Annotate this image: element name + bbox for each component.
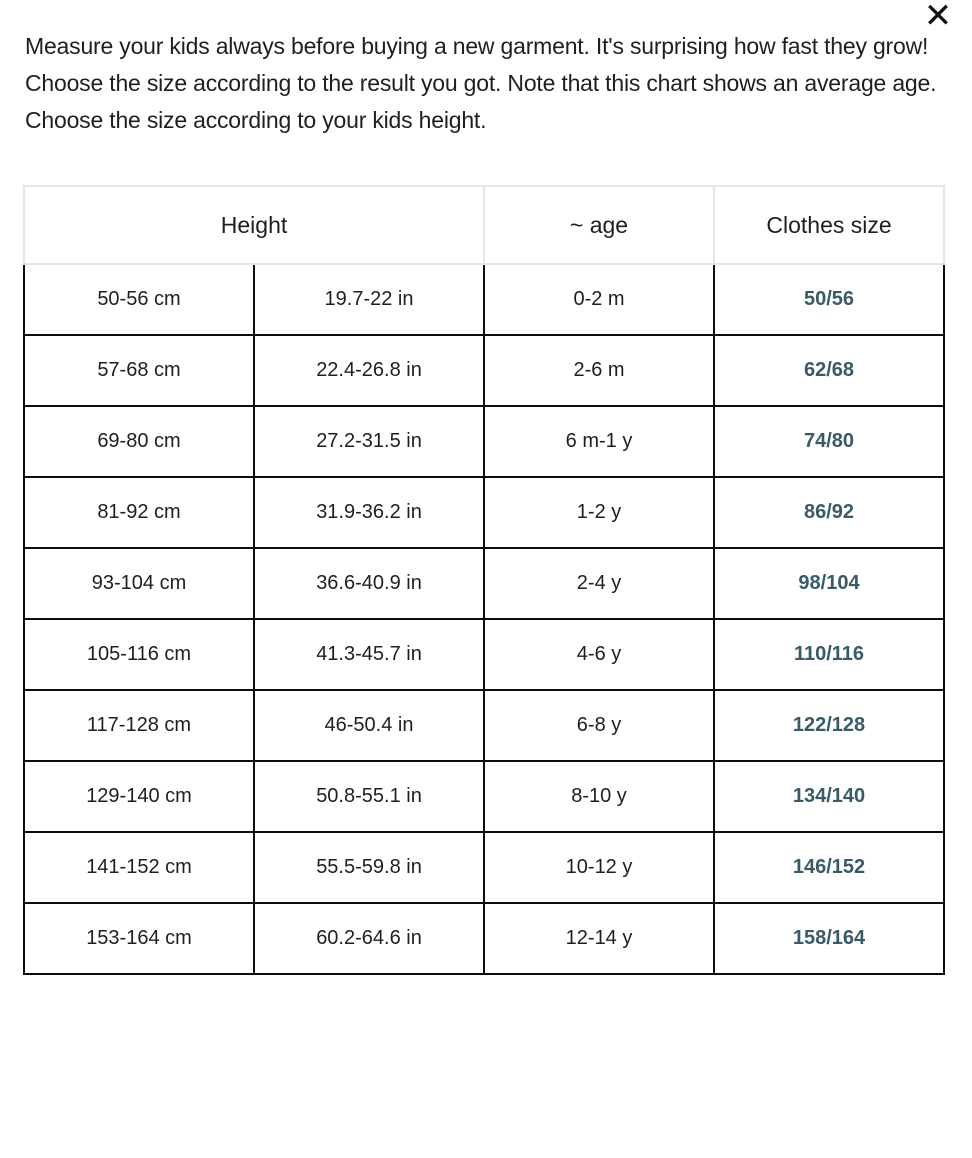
intro-text: Measure your kids always before buying a new garment. It's surprising how fast they grow! Choose the size according to the result you got. Note that this chart shows an average age. Choose the size according to your kids height. (25, 33, 937, 133)
table-row (24, 690, 944, 761)
height-inch-cell: 31.9-36.2 in (254, 477, 484, 548)
table-row (24, 477, 944, 548)
height-inch-cell: 46-50.4 in (254, 690, 484, 761)
age-cell: 0-2 m (484, 264, 714, 335)
age-cell: 6 m-1 y (484, 406, 714, 477)
table-row (24, 761, 944, 832)
close-icon[interactable]: ✕ (923, 0, 953, 35)
table-row (24, 264, 944, 335)
height-inch-cell: 60.2-64.6 in (254, 903, 484, 974)
age-cell: 2-4 y (484, 548, 714, 619)
header-clothes-size: Clothes size (714, 186, 944, 264)
clothes-size-cell: 122/128 (714, 690, 944, 761)
age-cell: 4-6 y (484, 619, 714, 690)
clothes-size-cell: 50/56 (714, 264, 944, 335)
height-cm-cell: 81-92 cm (24, 477, 254, 548)
height-cm-cell: 69-80 cm (24, 406, 254, 477)
table-row (24, 406, 944, 477)
height-inch-cell: 27.2-31.5 in (254, 406, 484, 477)
table-row (24, 903, 944, 974)
table-row (24, 335, 944, 406)
size-chart-header-row (24, 186, 944, 264)
clothes-size-cell: 86/92 (714, 477, 944, 548)
age-cell: 12-14 y (484, 903, 714, 974)
table-row (24, 832, 944, 903)
clothes-size-cell: 134/140 (714, 761, 944, 832)
age-cell: 10-12 y (484, 832, 714, 903)
header-height: Height (24, 186, 484, 264)
height-cm-cell: 141-152 cm (24, 832, 254, 903)
clothes-size-cell: 146/152 (714, 832, 944, 903)
header-age: ~ age (484, 186, 714, 264)
clothes-size-cell: 74/80 (714, 406, 944, 477)
table-row (24, 619, 944, 690)
height-inch-cell: 55.5-59.8 in (254, 832, 484, 903)
clothes-size-cell: 62/68 (714, 335, 944, 406)
height-inch-cell: 36.6-40.9 in (254, 548, 484, 619)
height-inch-cell: 19.7-22 in (254, 264, 484, 335)
height-cm-cell: 153-164 cm (24, 903, 254, 974)
clothes-size-cell: 158/164 (714, 903, 944, 974)
height-cm-cell: 117-128 cm (24, 690, 254, 761)
age-cell: 8-10 y (484, 761, 714, 832)
size-chart-table (23, 185, 945, 975)
height-inch-cell: 41.3-45.7 in (254, 619, 484, 690)
height-inch-cell: 22.4-26.8 in (254, 335, 484, 406)
age-cell: 1-2 y (484, 477, 714, 548)
height-cm-cell: 105-116 cm (24, 619, 254, 690)
height-inch-cell: 50.8-55.1 in (254, 761, 484, 832)
height-cm-cell: 50-56 cm (24, 264, 254, 335)
height-cm-cell: 129-140 cm (24, 761, 254, 832)
age-cell: 2-6 m (484, 335, 714, 406)
clothes-size-cell: 98/104 (714, 548, 944, 619)
clothes-size-cell: 110/116 (714, 619, 944, 690)
table-row (24, 548, 944, 619)
height-cm-cell: 93-104 cm (24, 548, 254, 619)
age-cell: 6-8 y (484, 690, 714, 761)
height-cm-cell: 57-68 cm (24, 335, 254, 406)
